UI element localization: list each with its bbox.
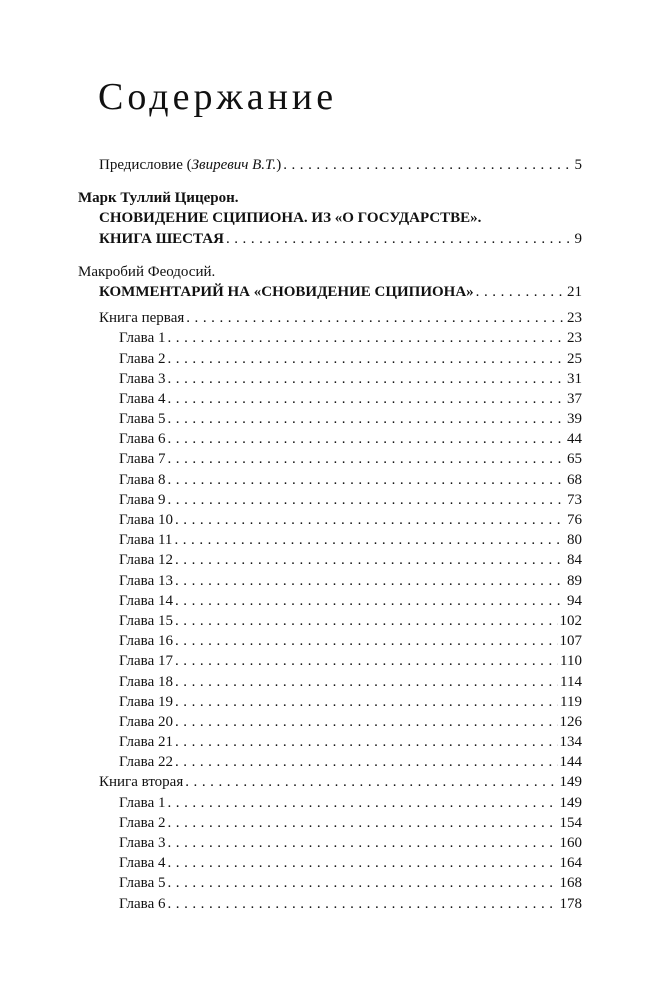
dot-leader (167, 429, 565, 449)
toc-page-number: 21 (567, 283, 582, 300)
toc-entry-label: Глава 10 (119, 512, 173, 529)
toc-page-number: 80 (567, 532, 582, 549)
dot-leader (167, 349, 565, 369)
dot-leader (175, 752, 558, 772)
toc-entry-label: Глава 13 (119, 572, 173, 589)
toc-entry-label: Глава 9 (119, 491, 166, 508)
toc-entry-chapter[interactable] (78, 833, 582, 853)
book2-chapter-list (78, 793, 582, 914)
toc-page-number: 73 (567, 491, 582, 508)
toc-page-number: 149 (559, 794, 582, 811)
toc-page-number: 94 (567, 592, 582, 609)
cicero-title-line1: СНОВИДЕНИЕ СЦИПИОНА. ИЗ «О ГОСУДАРСТВЕ». (99, 210, 482, 227)
toc-entry-label: Глава 3 (119, 370, 166, 387)
toc-page-number: 107 (559, 633, 582, 650)
toc-entry-chapter[interactable] (78, 591, 582, 611)
toc-entry-label: Глава 6 (119, 895, 166, 912)
toc-entry-label: Глава 16 (119, 633, 173, 650)
toc-entry-label: Глава 21 (119, 734, 173, 751)
toc-entry-book2[interactable] (78, 772, 582, 792)
toc-page-number: 178 (559, 895, 582, 912)
toc-entry-label: Предисловие (Звиревич В.Т.) (99, 157, 282, 173)
toc-entry-chapter[interactable] (78, 449, 582, 469)
toc-page-number: 154 (559, 814, 582, 831)
dot-leader (167, 853, 557, 873)
toc-page-number: 144 (559, 754, 582, 771)
table-of-contents (78, 155, 582, 914)
toc-entry-label: Глава 17 (119, 653, 173, 670)
toc-entry-label: Глава 4 (119, 855, 166, 872)
toc-page-number: 65 (567, 451, 582, 468)
toc-entry-chapter[interactable] (78, 490, 582, 510)
toc-entry-chapter[interactable] (78, 793, 582, 813)
toc-entry-label: Глава 22 (119, 754, 173, 771)
dot-leader (167, 470, 565, 490)
toc-entry-chapter[interactable] (78, 510, 582, 530)
dot-leader (226, 229, 573, 249)
dot-leader (167, 793, 557, 813)
dot-leader (174, 530, 565, 550)
toc-entry-chapter[interactable] (78, 692, 582, 712)
toc-entry-label: Глава 15 (119, 612, 173, 629)
macrobius-author: Макробий Феодосий. (78, 263, 216, 280)
toc-entry-label: Глава 14 (119, 592, 173, 609)
dot-leader (175, 510, 565, 530)
toc-entry-chapter[interactable] (78, 369, 582, 389)
dot-leader (175, 732, 558, 752)
toc-page-number: 114 (560, 673, 582, 690)
toc-page-number: 25 (567, 350, 582, 367)
toc-entry-label: Глава 20 (119, 713, 173, 730)
dot-leader (175, 651, 558, 671)
dot-leader (186, 308, 565, 328)
dot-leader (167, 894, 557, 914)
toc-page-number: 76 (567, 512, 582, 529)
page-title: Содержание (98, 76, 338, 118)
toc-entry-macrobius[interactable] (78, 282, 582, 302)
dot-leader (175, 550, 565, 570)
toc-entry-label: Глава 4 (119, 390, 166, 407)
toc-entry-chapter[interactable] (78, 611, 582, 631)
toc-entry-label: Глава 1 (119, 330, 166, 347)
toc-entry-chapter[interactable] (78, 389, 582, 409)
toc-entry-chapter[interactable] (78, 349, 582, 369)
toc-page-number: 126 (559, 713, 582, 730)
toc-entry-label: Глава 5 (119, 875, 166, 892)
toc-page-number: 37 (567, 390, 582, 407)
toc-entry-chapter[interactable] (78, 752, 582, 772)
toc-entry-chapter[interactable] (78, 813, 582, 833)
toc-entry-label: Глава 2 (119, 814, 166, 831)
dot-leader (167, 873, 557, 893)
toc-page-number: 31 (567, 370, 582, 387)
toc-entry-label: Глава 3 (119, 835, 166, 852)
toc-entry-label: Глава 18 (119, 673, 173, 690)
dot-leader (175, 631, 558, 651)
toc-entry-chapter[interactable] (78, 651, 582, 671)
preface-editor: Звиревич В.Т. (191, 157, 277, 173)
dot-leader (167, 328, 565, 348)
toc-entry-chapter[interactable] (78, 631, 582, 651)
toc-page-number: 84 (567, 552, 582, 569)
toc-page-number: 160 (559, 835, 582, 852)
toc-entry-label: Глава 7 (119, 451, 166, 468)
toc-page-number: 110 (560, 653, 582, 670)
dot-leader (167, 449, 565, 469)
toc-page-number: 23 (567, 330, 582, 347)
toc-entry-chapter[interactable] (78, 672, 582, 692)
toc-entry-preface[interactable] (78, 155, 582, 175)
toc-page-number: 68 (567, 471, 582, 488)
toc-entry-chapter[interactable] (78, 550, 582, 570)
toc-entry-chapter[interactable] (78, 328, 582, 348)
toc-entry-chapter[interactable] (78, 894, 582, 914)
toc-entry-chapter[interactable] (78, 470, 582, 490)
toc-page-number: 44 (567, 431, 582, 448)
toc-page-number: 134 (559, 734, 582, 751)
dot-leader (175, 712, 558, 732)
toc-page-number: 168 (559, 875, 582, 892)
preface-label: Предисловие (99, 157, 183, 173)
toc-page-number: 102 (559, 612, 582, 629)
toc-entry-label: Глава 6 (119, 431, 166, 448)
toc-page-number: 5 (574, 157, 582, 173)
dot-leader (167, 490, 565, 510)
dot-leader (167, 833, 557, 853)
toc-entry-label: Глава 5 (119, 411, 166, 428)
toc-entry-chapter[interactable] (78, 530, 582, 550)
dot-leader (167, 389, 565, 409)
toc-page-number: 23 (567, 310, 582, 327)
toc-entry-label: Глава 8 (119, 471, 166, 488)
toc-page-number: 164 (559, 855, 582, 872)
toc-entry-chapter[interactable] (78, 732, 582, 752)
toc-entry-chapter[interactable] (78, 429, 582, 449)
toc-entry-label: КОММЕНТАРИЙ НА «СНОВИДЕНИЕ СЦИПИОНА» (99, 283, 474, 300)
toc-entry-label: Книга вторая (99, 774, 184, 791)
toc-entry-chapter[interactable] (78, 873, 582, 893)
toc-entry-book1[interactable] (78, 308, 582, 328)
toc-page-number: 149 (559, 774, 582, 791)
toc-page-number: 119 (560, 693, 582, 710)
dot-leader (167, 369, 565, 389)
toc-page-number: 89 (567, 572, 582, 589)
dot-leader (283, 155, 572, 175)
toc-entry-label: Глава 19 (119, 693, 173, 710)
toc-entry-chapter[interactable] (78, 571, 582, 591)
dot-leader (175, 611, 558, 631)
toc-entry-label: Глава 11 (119, 532, 173, 549)
dot-leader (167, 813, 557, 833)
toc-entry-label: Книга первая (99, 310, 185, 327)
dot-leader (167, 409, 565, 429)
book1-chapter-list (78, 328, 582, 772)
toc-entry-label: Глава 12 (119, 552, 173, 569)
toc-entry-chapter[interactable] (78, 712, 582, 732)
dot-leader (185, 772, 557, 792)
toc-entry-chapter[interactable] (78, 409, 582, 429)
cicero-author: Марк Туллий Цицерон. (78, 190, 239, 207)
toc-entry-chapter[interactable] (78, 853, 582, 873)
dot-leader (175, 672, 558, 692)
dot-leader (175, 571, 565, 591)
toc-entry-cicero[interactable] (78, 229, 582, 249)
toc-page-number: 39 (567, 411, 582, 428)
dot-leader (175, 692, 558, 712)
dot-leader (175, 591, 565, 611)
toc-entry-label: КНИГА ШЕСТАЯ (99, 230, 224, 247)
toc-entry-label: Глава 1 (119, 794, 166, 811)
toc-page-number: 9 (574, 230, 582, 247)
toc-entry-label: Глава 2 (119, 350, 166, 367)
dot-leader (476, 282, 565, 302)
